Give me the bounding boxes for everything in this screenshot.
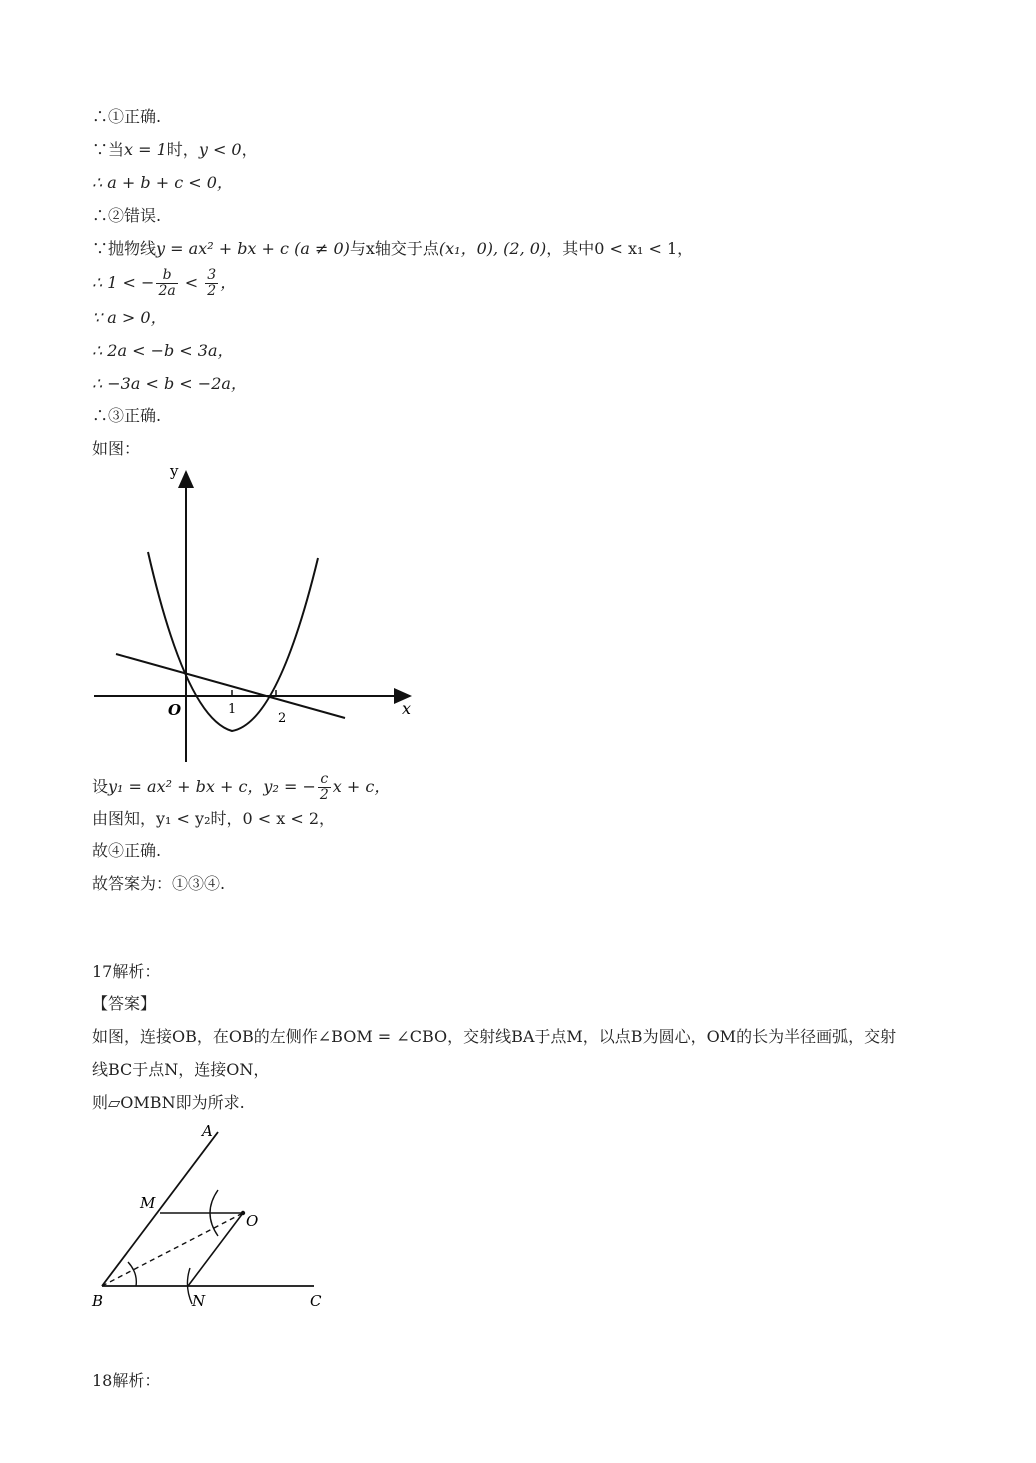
line-13: 由图知，y₁ < y₂时，0 < x < 2， [92, 809, 336, 828]
line-18: 如图，连接OB，在OB的左侧作∠BOM = ∠CBO，交射线BA于点M，以点B为圆心，OM的长为半径画弧，交射 [92, 1027, 897, 1046]
segment-bo [102, 1213, 243, 1286]
line-2-pre: ∵当 [92, 140, 125, 159]
line-5 [92, 238, 693, 260]
frac-den: 2a [158, 283, 176, 299]
line-6-pre: ∴ 1 < − [92, 273, 155, 292]
line-5-math2: (x₁，0), (2, 0) [438, 239, 547, 258]
label-m: M [140, 1194, 156, 1212]
line-9: ∴ −3a < b < −2a， [92, 374, 247, 393]
tick-label-1: 1 [228, 702, 237, 717]
line-8: ∴ 2a < −b < 3a， [92, 341, 234, 360]
line-10: ∴③正确. [92, 406, 162, 425]
origin-label: O [168, 701, 182, 719]
line-15: 故答案为：①③④. [92, 874, 226, 893]
label-n: N [192, 1292, 206, 1310]
line-16: 17解析： [92, 962, 161, 981]
line-5-mid: 与x轴交于点 [349, 239, 439, 258]
line-2-math: x = 1 [124, 140, 167, 159]
fraction-3-2 [205, 268, 218, 299]
line-6-post: ， [220, 273, 237, 292]
line-2-mid: 时， [166, 140, 199, 159]
frac-den: 2 [207, 283, 217, 299]
line-12-math: y₁ = ax² + bx + c，y₂ = − [108, 777, 316, 796]
line-12-pre: 设 [92, 777, 109, 796]
label-a: A [202, 1122, 213, 1140]
line-4: ∴②错误. [92, 206, 162, 225]
line-7: ∵ a > 0， [92, 308, 167, 327]
arc-at-b [128, 1262, 136, 1286]
y-axis-label: y [170, 462, 179, 480]
line-17: 【答案】 [92, 994, 157, 1013]
line-20: 则▱OMBN即为所求. [92, 1093, 245, 1112]
frac-num: b [156, 268, 177, 284]
parallelogram-figure [88, 1118, 338, 1313]
label-o: O [246, 1212, 259, 1230]
label-b: B [92, 1292, 104, 1310]
ray-ba [102, 1132, 218, 1286]
line-21: 18解析： [92, 1371, 161, 1390]
line-6 [92, 266, 236, 300]
line-5-post: ，其中0 < x₁ < 1， [546, 239, 694, 258]
line-5-pre: ∵抛物线 [92, 239, 157, 258]
line-2-math2: y < 0 [198, 140, 242, 159]
tick-label-2: 2 [278, 711, 287, 726]
line-12-post: x + c， [332, 777, 391, 796]
point-o [241, 1211, 245, 1215]
frac-num: c [318, 772, 331, 788]
line-5-math1: y = ax² + bx + c (a ≠ 0) [156, 239, 350, 258]
line-12 [92, 770, 390, 804]
line-19: 线BC于点N，连接ON， [92, 1060, 270, 1079]
line-11: 如图： [92, 439, 141, 458]
line-2 [92, 139, 258, 161]
line-2-post: ， [241, 140, 258, 159]
fraction-c-2 [318, 772, 331, 803]
x-axis-label: x [402, 699, 412, 718]
segment-on [188, 1213, 243, 1286]
parabola-graph [90, 458, 420, 768]
frac-num: 3 [207, 267, 217, 283]
line-3: ∴ a + b + c < 0， [92, 173, 233, 192]
label-c: C [310, 1292, 322, 1310]
line-1: ∴①正确. [92, 107, 162, 126]
fraction-b-2a [156, 268, 177, 299]
line-6-mid: < [179, 273, 204, 292]
line-14: 故④正确. [92, 841, 162, 860]
frac-den: 2 [319, 787, 329, 803]
